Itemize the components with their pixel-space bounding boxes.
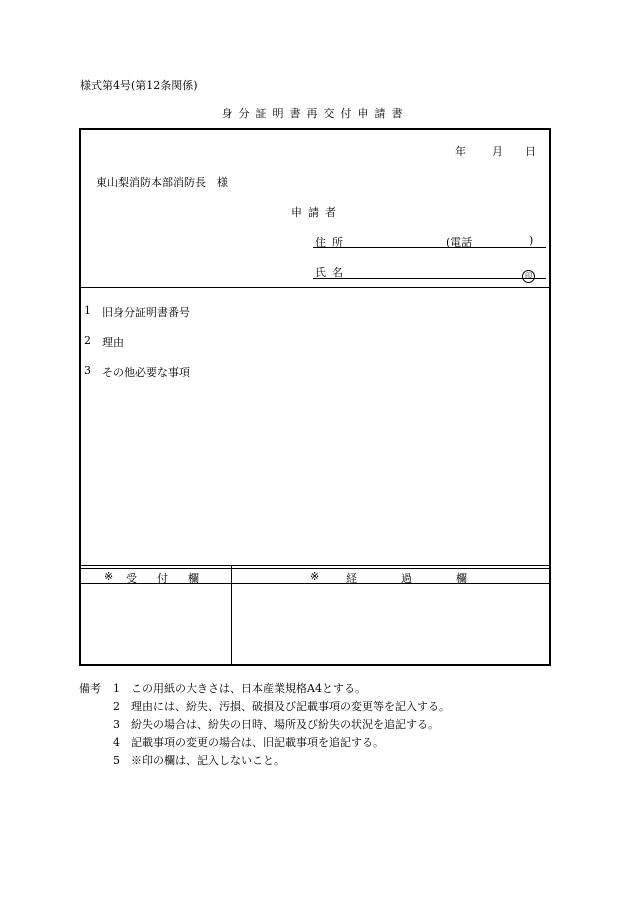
remark-2 xyxy=(113,698,450,714)
section-divider xyxy=(80,287,550,288)
remarks-title: 備考 xyxy=(79,682,101,695)
table-top-line-2 xyxy=(80,568,550,569)
address-underline xyxy=(313,247,546,248)
progress-header: 経過欄 xyxy=(346,572,511,585)
remark-3-text: 紛失の場合は、紛失の日時、場所及び紛失の状況を追記する。 xyxy=(131,718,439,731)
item-3-number: 3 xyxy=(84,364,91,377)
item-1-label: 旧身分証明書番号 xyxy=(102,306,190,319)
item-2-label: 理由 xyxy=(102,336,124,349)
seal-mark xyxy=(522,263,535,283)
phone-label: (電話 xyxy=(446,236,473,249)
phone-close: ) xyxy=(529,234,534,247)
remark-5-text: ※印の欄は、記入しないこと。 xyxy=(131,754,285,767)
date-day-label: 日 xyxy=(525,145,536,158)
remark-5 xyxy=(113,752,285,768)
table-top-line-1 xyxy=(80,565,550,566)
reception-header: 受付欄 xyxy=(126,572,219,585)
reception-mark: ※ xyxy=(104,570,114,583)
item-2-number: 2 xyxy=(84,334,91,347)
remark-5-number: 5 xyxy=(113,754,120,767)
seal-text: 印 xyxy=(522,270,535,283)
item-3-label: その他必要な事項 xyxy=(102,366,190,379)
remark-3-number: 3 xyxy=(113,718,120,731)
applicant-heading: 申請者 xyxy=(291,206,342,219)
progress-mark: ※ xyxy=(310,570,320,583)
address-label: 住所 xyxy=(315,236,349,249)
remark-1-text: この用紙の大きさは、日本産業規格A4とする。 xyxy=(131,682,366,695)
remark-4 xyxy=(113,734,384,750)
date-month-label: 月 xyxy=(492,145,503,158)
form-title: 身分証明書再交付申請書 xyxy=(221,107,409,120)
remark-4-text: 記載事項の変更の場合は、旧記載事項を追記する。 xyxy=(131,736,384,749)
date-year-label: 年 xyxy=(455,145,466,158)
name-label: 氏名 xyxy=(315,266,349,279)
remark-1-number: 1 xyxy=(113,682,120,695)
form-number: 様式第4号(第12条関係) xyxy=(80,79,198,92)
remark-2-text: 理由には、紛失、汚損、破損及び記載事項の変更等を記入する。 xyxy=(131,700,450,713)
name-underline xyxy=(313,278,546,279)
addressee: 東山梨消防本部消防長 様 xyxy=(96,176,228,189)
remark-1 xyxy=(113,680,366,696)
item-1-number: 1 xyxy=(84,304,91,317)
remark-3 xyxy=(113,716,439,732)
remark-4-number: 4 xyxy=(113,736,120,749)
table-column-divider xyxy=(231,566,232,665)
remark-2-number: 2 xyxy=(113,700,120,713)
